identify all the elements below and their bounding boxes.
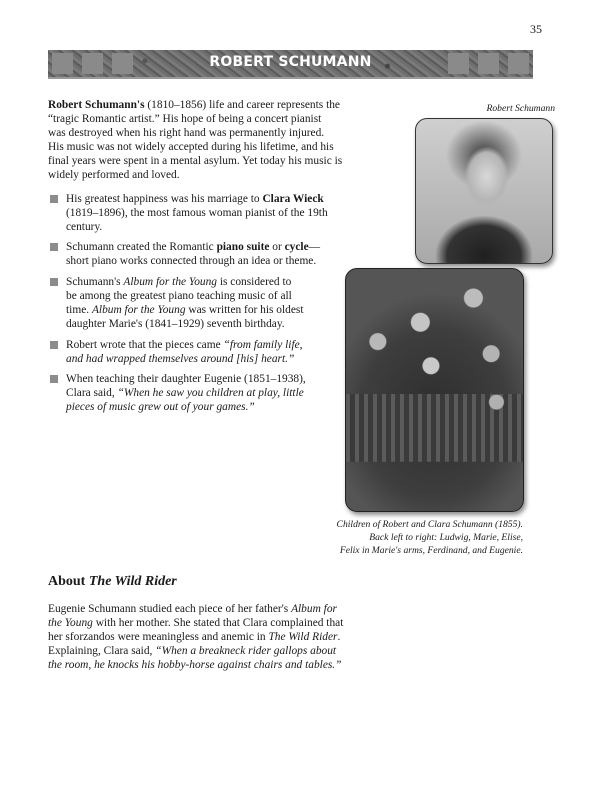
emphasis-text: the Young <box>48 617 93 629</box>
text-run: with her mother. She stated that Clara complained that <box>92 617 344 629</box>
text-line <box>66 372 306 386</box>
text-line <box>66 317 304 331</box>
text-run: Clara said, <box>66 387 118 399</box>
text-run: Schumann created the Romantic <box>66 241 217 253</box>
bullet-item <box>66 192 328 234</box>
emphasis-text: Robert Schumann's <box>48 99 145 111</box>
text-run: century. <box>66 221 103 233</box>
text-line <box>48 658 343 672</box>
text-run: Schumann's <box>66 276 124 288</box>
text-line <box>66 386 306 400</box>
text-run: final years were spent in a mental asylum. Yet today his music is <box>48 155 343 167</box>
emphasis-text: “When a breakneck rider gallops about <box>155 645 337 657</box>
bullet-square-icon <box>50 195 58 203</box>
text-run: — <box>308 241 321 253</box>
emphasis-text: Album for the Young <box>123 276 217 288</box>
text-run: be among the greatest piano teaching music of all <box>66 290 292 302</box>
text-line <box>66 220 328 234</box>
bullet-item <box>66 338 303 366</box>
text-run: Explaining, Clara said, <box>48 645 156 657</box>
caption-line: Felix in Marie's arms, Ferdinand, and Eugenie. <box>339 545 523 556</box>
title-banner <box>48 50 533 79</box>
emphasis-text: pieces of music grew out of your games.” <box>66 401 255 413</box>
emphasis-text: The Wild Rider <box>268 631 338 643</box>
emphasis-text: the room, he knocks his hobby-horse against chairs and tables.” <box>48 659 342 671</box>
about-paragraph <box>48 602 343 672</box>
text-line <box>66 254 320 268</box>
text-run: was written for his oldest <box>185 304 304 316</box>
caption-line: Back left to right: Ludwig, Marie, Elise, <box>369 532 523 543</box>
text-run: (1819–1896), the most famous woman pianist of the 19th <box>66 207 328 219</box>
emphasis-text: and had wrapped themselves around [his] heart.” <box>66 353 295 365</box>
emphasis-text: cycle <box>284 241 309 253</box>
caption-line: Children of Robert and Clara Schumann (1855). <box>336 519 523 530</box>
emphasis-text: Album for the Young <box>91 304 186 316</box>
text-run: “tragic Romantic artist.” His hope of being a concert pianist <box>48 113 322 125</box>
section-heading <box>48 574 177 590</box>
text-run: widely performed and loved. <box>48 169 180 181</box>
text-run: her sforzandos were meaningless and anemic in <box>48 631 269 643</box>
text-line <box>66 289 304 303</box>
text-run: is considered to <box>216 276 292 288</box>
text-line <box>66 338 303 352</box>
bullet-square-icon <box>50 278 58 286</box>
text-run: short piano works connected through an idea or theme. <box>66 255 317 267</box>
text-run: . <box>337 631 341 643</box>
bullet-item <box>66 240 320 268</box>
text-line <box>48 154 342 168</box>
text-line <box>66 352 303 366</box>
emphasis-text: “from family life, <box>223 339 303 351</box>
emphasis-text: “When he saw you children at play, little <box>117 387 304 399</box>
emphasis-text: Clara Wieck <box>262 193 324 205</box>
text-line <box>48 602 343 616</box>
portrait-caption: Robert Schumann <box>486 103 555 114</box>
text-run: Eugenie Schumann studied each piece of her father's <box>48 603 292 615</box>
text-run: His greatest happiness was his marriage to <box>66 193 263 205</box>
text-line <box>66 206 328 220</box>
text-run: was destroyed when his right hand was permanently injured. <box>48 127 325 139</box>
text-line <box>48 98 342 112</box>
text-run: or <box>269 241 285 253</box>
text-line <box>48 140 342 154</box>
text-run: (1810–1856) life and career represents the <box>144 99 340 111</box>
text-run: daughter Marie's (1841–1929) seventh birthday. <box>66 318 285 330</box>
text-run: When teaching their daughter Eugenie (1851–1938), <box>66 373 306 385</box>
banner-title: ROBERT SCHUMANN <box>209 54 372 70</box>
text-line <box>48 126 342 140</box>
bullet-square-icon <box>50 243 58 251</box>
emphasis-text: Album for <box>291 603 337 615</box>
heading-title: The Wild Rider <box>88 574 177 589</box>
text-line <box>48 112 342 126</box>
bullet-square-icon <box>50 375 58 383</box>
text-line <box>66 275 304 289</box>
text-run: time. <box>66 304 92 316</box>
emphasis-text: piano suite <box>216 241 270 253</box>
bullet-square-icon <box>50 341 58 349</box>
text-line <box>48 644 343 658</box>
text-line <box>66 303 304 317</box>
text-run: His music was not widely accepted during his lifetime, and his <box>48 141 334 153</box>
text-line <box>48 616 343 630</box>
family-photo-caption <box>300 518 523 557</box>
text-line <box>48 168 342 182</box>
text-run: Robert wrote that the pieces came <box>66 339 224 351</box>
intro-paragraph <box>48 98 342 182</box>
heading-prefix: About <box>48 574 89 589</box>
text-line <box>66 192 328 206</box>
robert-schumann-portrait <box>415 118 553 264</box>
schumann-children-photo <box>345 268 524 512</box>
text-line <box>48 630 343 644</box>
bullet-item <box>66 275 304 331</box>
text-line <box>66 240 320 254</box>
bullet-item <box>66 372 306 414</box>
text-line <box>66 400 306 414</box>
page-number: 35 <box>530 22 542 36</box>
